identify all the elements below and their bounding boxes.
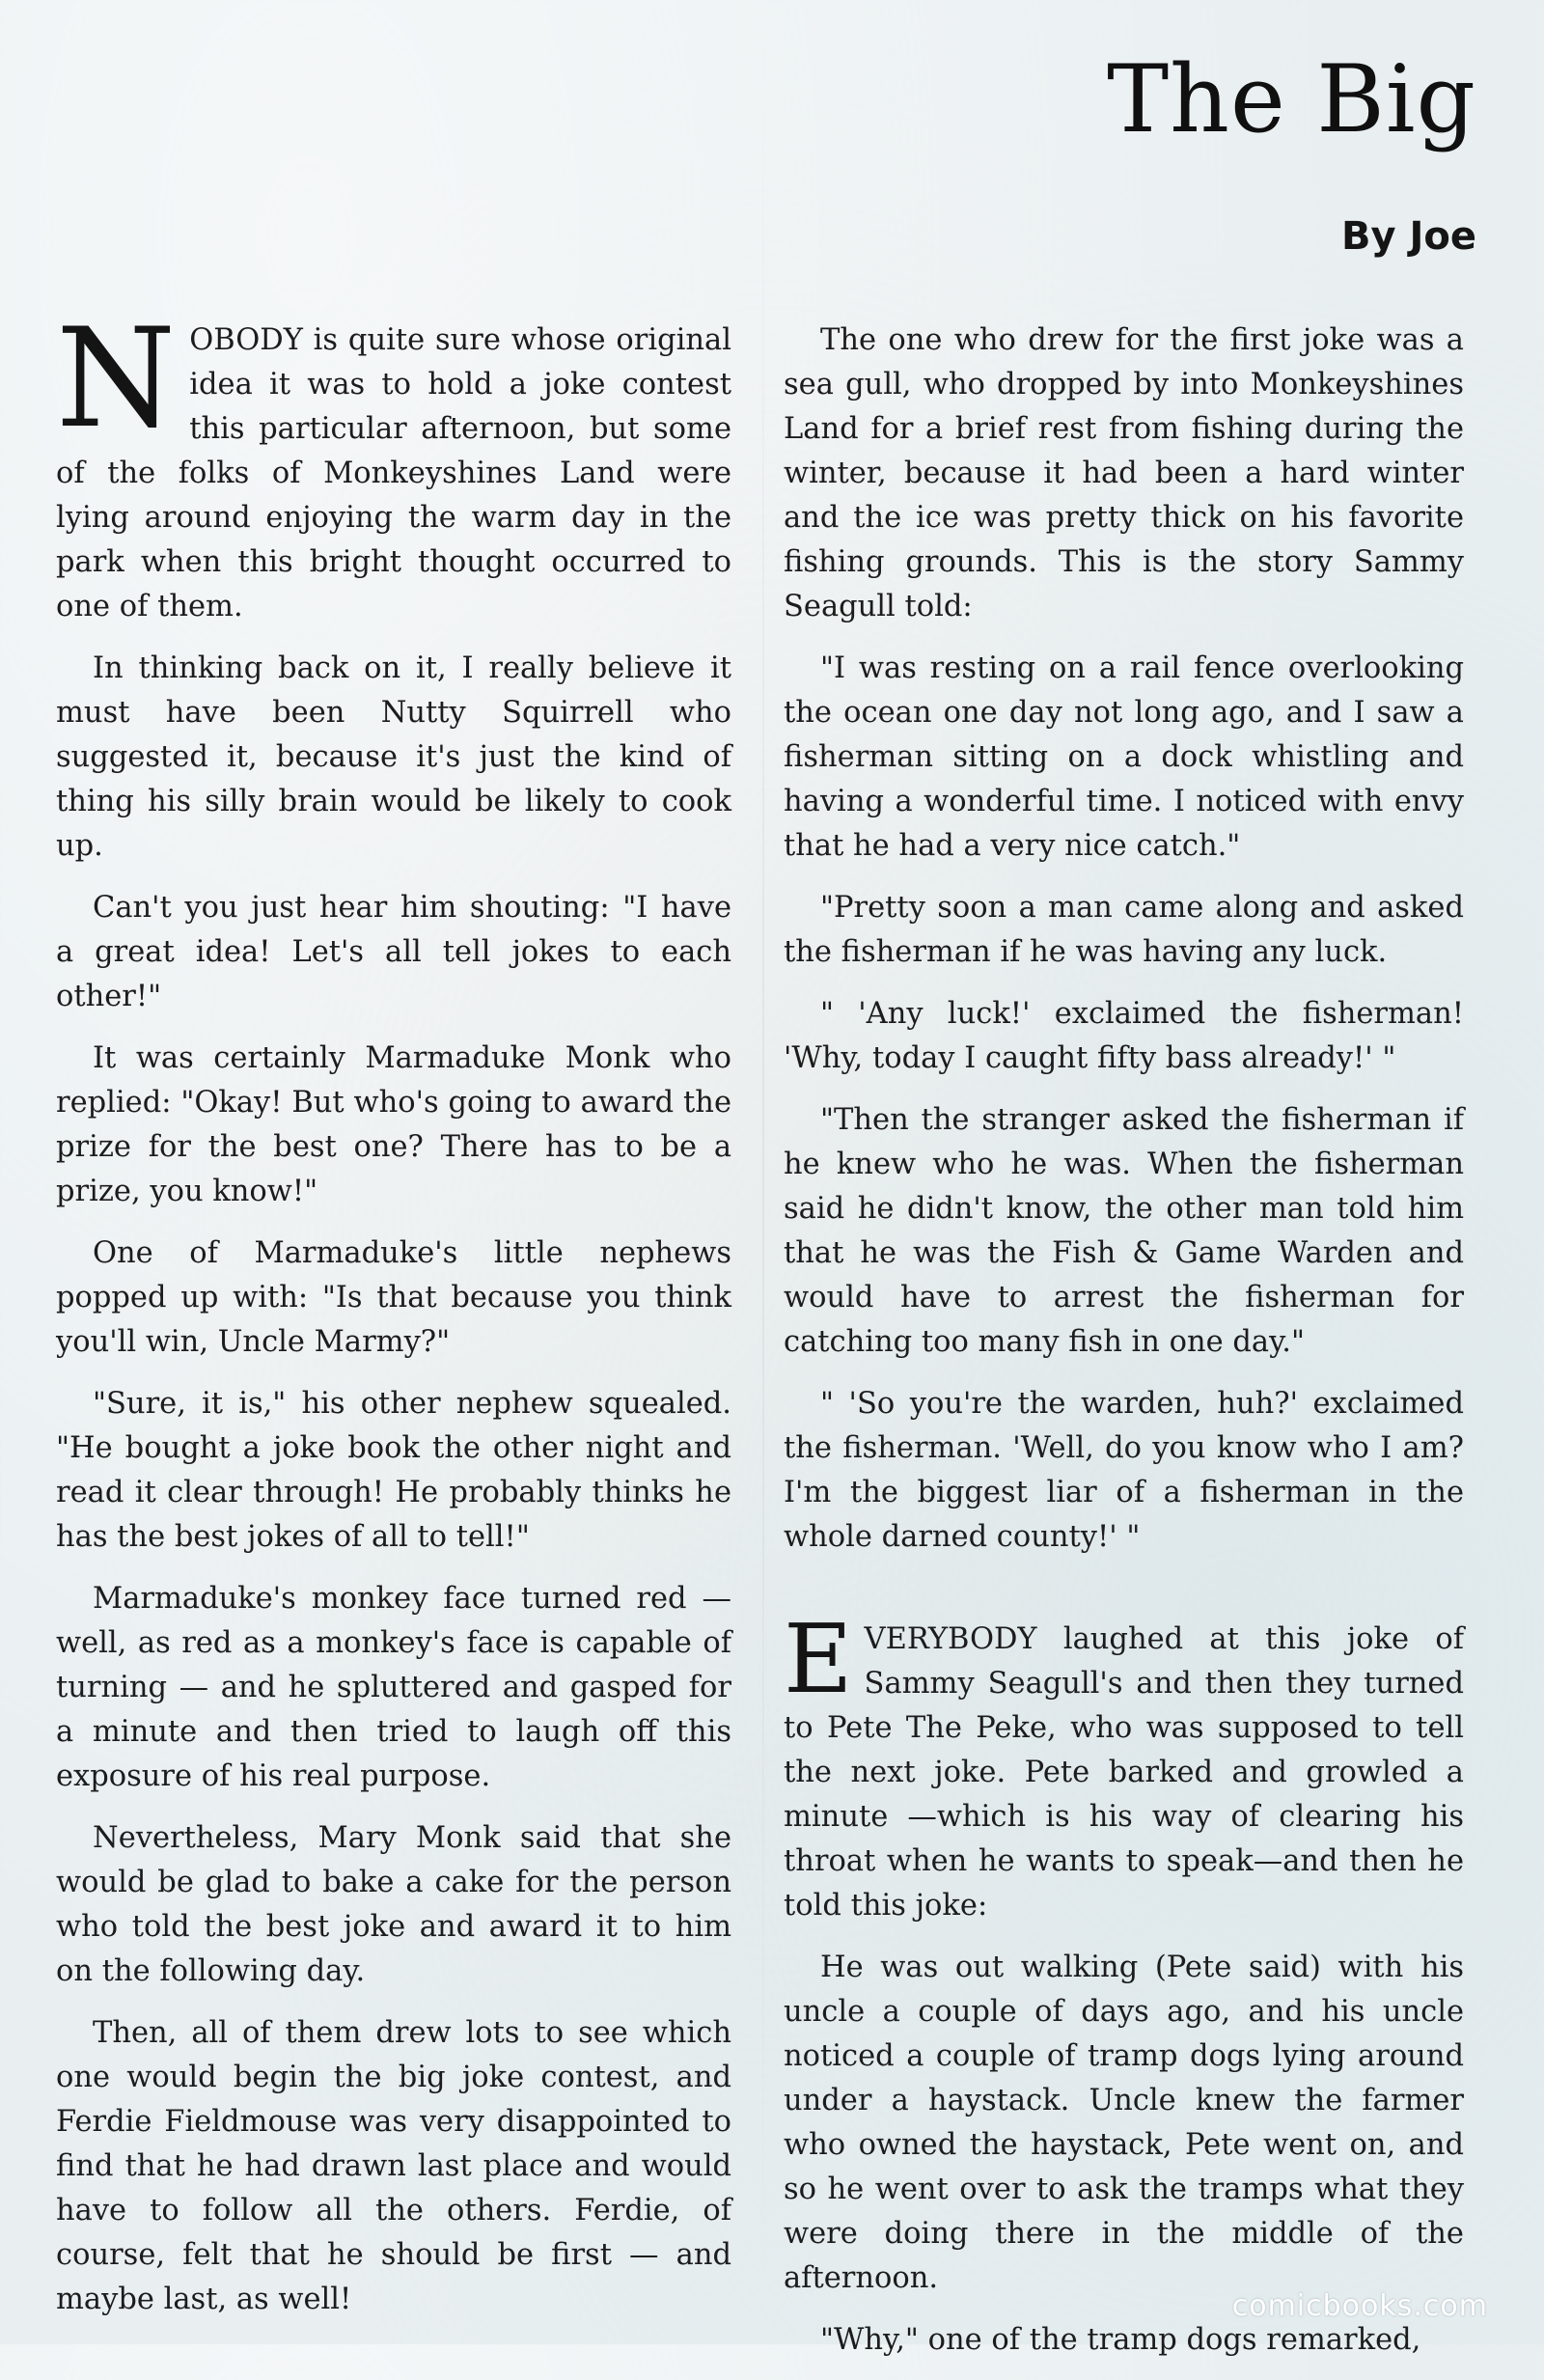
story-byline: By Joe xyxy=(1341,214,1476,259)
right-column xyxy=(784,318,1464,2380)
paragraph-text: OBODY is quite sure whose original idea it was to hold a joke contest this particular afternoon, but some of the folks of Monkeyshines Land were lying around enjoying the warm day in the park when this bright thought occurred to one of them. xyxy=(56,323,731,623)
paragraph: He was out walking (Pete said) with his uncle a couple of days ago, and his uncle noticed a couple of tramp dogs lying around under a haystack. Uncle knew the farmer who owned the haystack, Pete went on, and so he went over to ask the tramps what they were doing there in the middle of the afternoon. xyxy=(784,1951,1464,2295)
paragraph: Marmaduke's monkey face turned red — well, as red as a monkey's face is capable of turning — and he spluttered and gasped for a minute and then tried to laugh off this exposure of his real purpose. xyxy=(56,1582,731,1793)
paragraph: "Then the stranger asked the fisherman if he knew who he was. When the fisherman said he didn't know, the other man told him that he was the Fish & Game Warden and would have to arrest the fisherman for catching too many fish in one day." xyxy=(784,1103,1464,1359)
paragraph: The one who drew for the first joke was a sea gull, who dropped by into Monkeyshines Land for a brief rest from fishing during the winter, because it had been a hard winter and the ice was pretty thick on his favorite fishing grounds. This is the story Sammy Seagull told: xyxy=(784,323,1464,623)
paragraph: It was certainly Marmaduke Monk who replied: "Okay! But who's going to award the prize for the best one? There has to be a prize, you know!" xyxy=(56,1041,731,1208)
story-title: The Big xyxy=(1107,45,1476,153)
page-fold-line xyxy=(762,0,764,2344)
paragraph: Then, all of them drew lots to see which one would begin the big joke contest, and Ferdie Fieldmouse was very disappointed to find that he had drawn last place and would have to follow all the others. Ferdie, of course, felt that he should be first — and maybe last, as well! xyxy=(56,2016,731,2316)
drop-cap-e: E xyxy=(784,1605,853,1715)
paragraph: " 'Any luck!' exclaimed the fisherman! 'Why, today I caught fifty bass already!' " xyxy=(784,997,1464,1075)
left-column xyxy=(56,299,731,2339)
paragraph: "Pretty soon a man came along and asked the fisherman if he was having any luck. xyxy=(784,891,1464,969)
section-break xyxy=(784,1577,1464,1618)
paragraph: One of Marmaduke's little nephews popped up with: "Is that because you think you'll win, Uncle Marmy?" xyxy=(56,1236,731,1359)
paragraph: Can't you just hear him shouting: "I have a great idea! Let's all tell jokes to each other!" xyxy=(56,891,731,1013)
paragraph-text: VERYBODY laughed at this joke of Sammy Seagull's and then they turned to Pete The Peke, who was supposed to tell the next joke. Pete barked and growled a minute —which is his way of clearing his throat when he wants to speak—and then he told this joke: xyxy=(784,1622,1464,1923)
drop-cap-n: N xyxy=(56,299,177,458)
opening-paragraph xyxy=(56,299,731,629)
site-watermark: comicbooks.com xyxy=(1231,2289,1488,2323)
paragraph: " 'So you're the warden, huh?' exclaimed the fisherman. 'Well, do you know who I am? I'm the biggest liar of a fisherman in the whole darned county!' " xyxy=(784,1387,1464,1554)
paragraph: "Sure, it is," his other nephew squealed. "He bought a joke book the other night and read it clear through! He probably thinks he has the best jokes of all to tell!" xyxy=(56,1387,731,1554)
paragraph: Nevertheless, Mary Monk said that she would be glad to bake a cake for the person who told the best joke and award it to him on the following day. xyxy=(56,1821,731,1988)
paragraph: "I was resting on a rail fence overlooking the ocean one day not long ago, and I saw a fisherman sitting on a dock whistling and having a wonderful time. I noticed with envy that he had a very nice catch." xyxy=(784,651,1464,863)
paragraph: In thinking back on it, I really believe it must have been Nutty Squirrell who suggested it, because it's just the kind of thing his silly brain would be likely to cook up. xyxy=(56,651,731,863)
section-opening-paragraph xyxy=(784,1605,1464,1928)
paragraph: "Why," one of the tramp dogs remarked, xyxy=(820,2323,1421,2357)
